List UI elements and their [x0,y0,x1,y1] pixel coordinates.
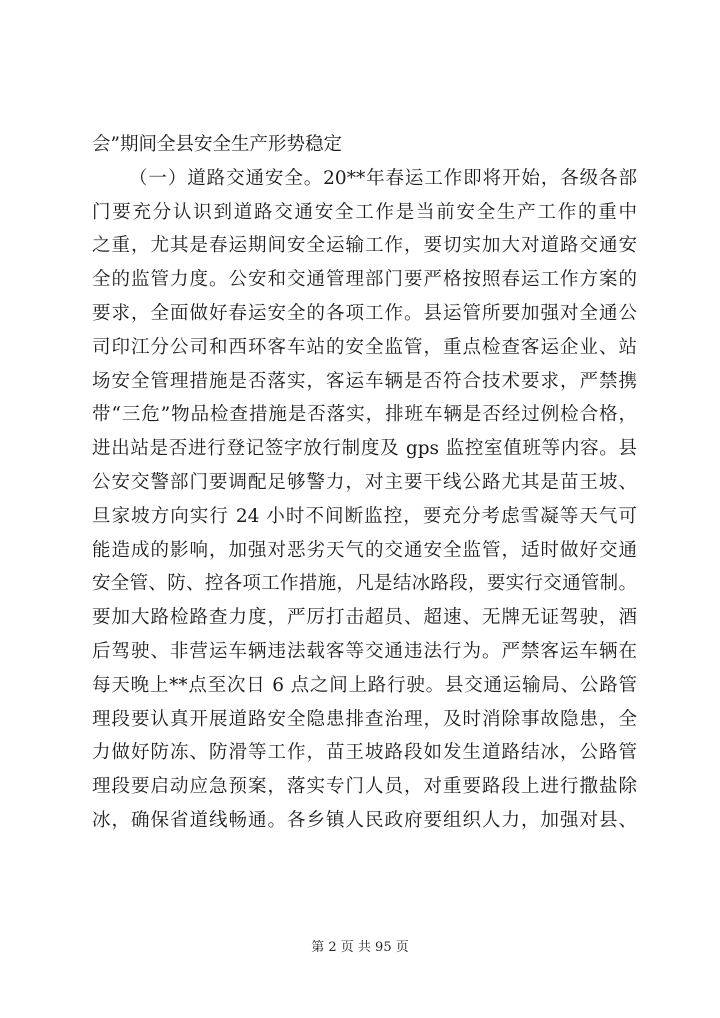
text-line: 之重，尤其是春运期间安全运输工作，要切实加大对道路交通安 [92,235,637,257]
text-line: （一）道路交通安全。20**年春运工作即将开始，各级各部 [129,167,637,189]
text-line: 公安交警部门要调配足够警力，对主要干线公路尤其是苗王坡、 [92,471,637,493]
text-line: 会”期间全县安全生产形势稳定 [92,134,342,155]
text-line: 理段要启动应急预案，落实专门人员，对重要路段上进行撒盐除 [92,776,637,798]
text-line: 后驾驶、非营运车辆违法载客等交通违法行为。严禁客运车辆在 [92,640,637,662]
text-line: 要加大路检路查力度，严厉打击超员、超速、无牌无证驾驶，酒 [92,607,637,629]
text-line: 门要充分认识到道路交通安全工作是当前安全生产工作的重中 [92,201,637,223]
text-line: 力做好防冻、防滑等工作，苗王坡路段如发生道路结冰，公路管 [92,742,637,764]
text-line: 进出站是否进行登记签字放行制度及 gps 监控室值班等内容。县 [92,438,637,460]
text-line: 能造成的影响，加强对恶劣天气的交通安全监管，适时做好交通 [92,539,637,561]
text-line: 旦家坡方向实行 24 小时不间断监控，要充分考虑雪凝等天气可 [92,505,637,527]
text-line: 冰，确保省道线畅通。各乡镇人民政府要组织人力，加强对县、 [92,809,637,831]
text-line: 全的监管力度。公安和交通管理部门要严格按照春运工作方案的 [92,269,637,291]
text-line: 要求，全面做好春运安全的各项工作。县运管所要加强对全通公 [92,302,637,324]
text-line: 每天晚上**点至次日 6 点之间上路行驶。县交通运输局、公路管 [92,674,637,696]
page-number-footer: 第 2 页 共 95 页 [311,940,409,955]
text-line: 理段要认真开展道路安全隐患排查治理，及时消除事故隐患，全 [92,708,637,730]
text-line: 司印江分公司和西环客车站的安全监管，重点检查客运企业、站 [92,336,637,358]
document-body [92,128,637,838]
text-line: 安全管、防、控各项工作措施，凡是结冰路段，要实行交通管制。 [92,573,637,595]
text-line: 带“三危”物品检查措施是否落实，排班车辆是否经过例检合格， [92,404,637,426]
text-line: 场安全管理措施是否落实，客运车辆是否符合技术要求，严禁携 [92,370,637,392]
